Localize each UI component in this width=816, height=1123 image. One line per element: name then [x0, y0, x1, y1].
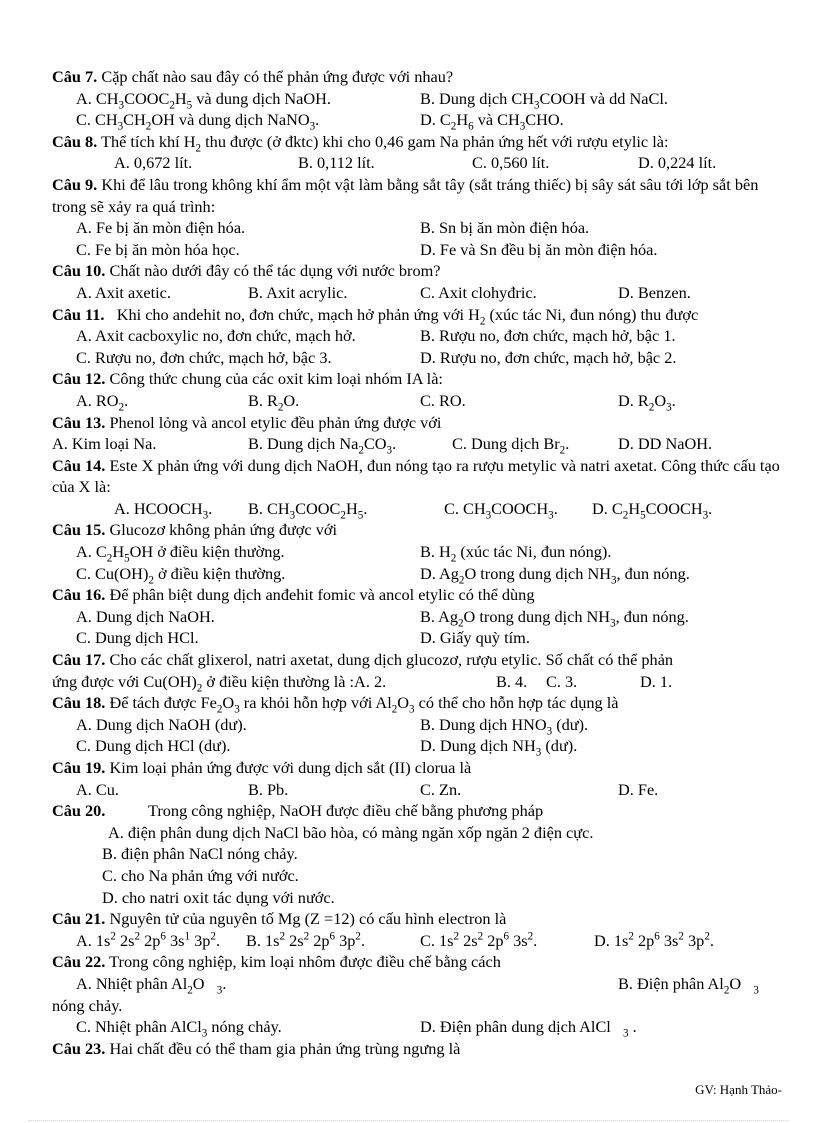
question-stem: Hai chất đều có thể tham gia phản ứng trùng ngưng là [109, 1038, 461, 1058]
options-row [52, 152, 792, 174]
option-d[interactable]: D. Fe. [618, 779, 659, 799]
option-d[interactable]: D. $R_2O_3$. [618, 390, 676, 414]
question-label: Câu 23. [52, 1038, 106, 1058]
question-14 [52, 455, 792, 498]
question-stem: Cho các chất glixerol, natri axetat, dung dịch glucozơ, rượu etylic. Số chất có thể phản [109, 650, 674, 670]
question-stem: Este X phản ứng với dung dịch NaOH, đun nóng tạo ra rượu metylic và natri axetat. Công thức cấu tạo của X là: [52, 455, 780, 497]
question-label: Câu 17. [52, 650, 106, 670]
option-c[interactable]: C. Zn. [420, 779, 462, 799]
options-row [52, 498, 792, 520]
option-b[interactable]: B. $1s^2$ $2s^2$ $2p^6$ $3p^2$. [246, 930, 366, 950]
option-d[interactable]: D. Giấy quỳ tím. [420, 628, 530, 648]
option-a[interactable]: A. $C_2H_5OH$ ở điều kiện thường. [76, 542, 285, 565]
question-label: Câu 12. [52, 369, 106, 389]
option-b[interactable]: B. 4. [496, 671, 528, 691]
option-a[interactable]: A. 0,672 lít. [114, 153, 193, 173]
option-a[interactable]: A. Nhiệt phân $Al_2O$ $_3$. [76, 973, 227, 997]
option-b[interactable]: B. 0,112 lít. [298, 153, 375, 173]
options-row [52, 779, 792, 801]
question-label: Câu 16. [52, 585, 106, 605]
option-b[interactable]: B. $Ag_2O$ trong dung dịch $NH_3$, đun nóng. [420, 606, 689, 630]
question-stem: Công thức chung của các oxit kim loại nhóm IA là: [109, 369, 443, 389]
options-row [52, 390, 792, 412]
option-c[interactable]: C. 0,560 lít. [472, 153, 550, 173]
option-d[interactable]: D. $1s^2$ $2p^6$ $3s^2$ $3p^2$. [594, 930, 714, 950]
option-c[interactable]: C. $Cu(OH)_2$ ở điều kiện thường. [76, 563, 286, 586]
option-c[interactable]: C. cho Na phản ứng với nước. [102, 865, 299, 885]
options-row [52, 843, 792, 865]
question-stem: Thể tích khí $H_2$ thu được (ở đktc) khi cho 0,46 gam Na phản ứng hết với rượu etylic là: [101, 131, 669, 155]
options-row [52, 563, 792, 585]
option-c[interactable]: C. Dung dịch HCl. [76, 628, 199, 648]
question-7 [52, 66, 792, 88]
question-23 [52, 1038, 792, 1060]
question-18 [52, 692, 792, 714]
option-c[interactable]: C. $CH_3CH_2OH$ và dung dịch NaNO$_3$. [76, 110, 320, 133]
option-b[interactable]: B. Dung dịch $CH_3COOH$ và dd NaCl. [420, 88, 668, 111]
option-a[interactable]: A. Axit axetic. [76, 282, 171, 302]
question-22 [52, 951, 792, 973]
question-20 [52, 800, 792, 822]
question-stem: Để tách được $Fe_2O_3$ ra khỏi hỗn hợp với $Al_2O_3$ có thể cho hỗn hợp tác dụng là [109, 693, 619, 716]
options-row [52, 239, 792, 261]
option-c[interactable]: C. RO. [420, 390, 466, 410]
question-17 [52, 649, 792, 671]
options-row [52, 995, 792, 1017]
options-row [52, 973, 792, 995]
option-a[interactable]: A. $HCOOCH_3$. [114, 498, 213, 522]
option-a[interactable]: A. $RO_2$. [76, 390, 129, 414]
question-stem: Chất nào dưới đây có thể tác dụng với nước brom? [109, 261, 441, 281]
option-a[interactable]: A. Kim loại Na. [52, 434, 157, 454]
options-row [52, 109, 792, 131]
option-d[interactable]: D. DD NaOH. [618, 434, 713, 454]
option-b[interactable]: B. điện phân NaCl nóng chảy. [102, 844, 298, 864]
options-row [52, 887, 792, 909]
question-9 [52, 174, 792, 217]
option-d[interactable]: D. $C_2H_5COOCH_3$. [592, 498, 713, 522]
option-a[interactable]: A. $1s^2$ $2s^2$ $2p^6$ $3s^1$ $3p^2$. [76, 930, 221, 950]
options-row [52, 735, 792, 757]
options-row [52, 714, 792, 736]
question-label: Câu 19. [52, 758, 106, 777]
question-11 [52, 304, 792, 326]
option-c[interactable]: C. Rượu no, đơn chức, mạch hở, bậc 3. [76, 347, 332, 367]
question-label: Câu 7. [52, 67, 98, 86]
options-row [52, 433, 792, 455]
question-label: Câu 18. [52, 693, 106, 713]
question-label: Câu 10. [52, 261, 106, 281]
option-d[interactable]: D. Điện phân dung dịch AlCl $_3$ . [420, 1017, 637, 1040]
question-label: Câu 14. [52, 455, 106, 475]
option-b-continued: nóng chảy. [52, 995, 123, 1015]
question-13 [52, 412, 792, 434]
option-a[interactable]: A. $CH_3COOC_2H_5$ và dung dịch NaOH. [76, 88, 331, 111]
option-c[interactable]: C. $CH_3COOCH_3$. [444, 498, 558, 522]
question-21 [52, 908, 792, 930]
option-c[interactable]: C. Fe bị ăn mòn hóa học. [76, 239, 240, 259]
option-a[interactable]: A. Fe bị ăn mòn điện hóa. [76, 218, 246, 238]
question-stem: Khi cho andehit no, đơn chức, mạch hở phản ứng với $H_2$ (xúc tác Ni, đun nóng) thu được [116, 304, 699, 327]
option-a[interactable]: A. Axit cacboxylic no, đơn chức, mạch hở. [76, 326, 356, 346]
option-d[interactable]: D. Dung dịch $NH_3$ (dư). [420, 736, 578, 759]
page-footer-author: GV: Hạnh Thảo- [695, 1082, 782, 1097]
option-b[interactable]: B. Sn bị ăn mòn điện hóa. [420, 218, 590, 238]
option-a[interactable]: A. Dung dịch NaOH. [76, 606, 215, 626]
question-stem: Nguyên tử của nguyên tố Mg (Z =12) có cấu hình electron là [109, 909, 507, 929]
option-a[interactable]: A. điện phân dung dịch NaCl bão hòa, có màng ngăn xốp ngăn 2 điện cực. [108, 822, 594, 842]
question-15 [52, 519, 792, 541]
exam-page [52, 66, 792, 1059]
question-8 [52, 131, 792, 153]
option-b[interactable]: B. $CH_3COOC_2H_5$. [248, 498, 368, 522]
question-label: Câu 13. [52, 412, 106, 432]
question-19 [52, 757, 792, 779]
options-row [52, 347, 792, 369]
options-row [52, 88, 792, 110]
options-row [52, 627, 792, 649]
options-row [52, 282, 792, 304]
question-label: Câu 21. [52, 909, 106, 929]
options-row [52, 217, 792, 239]
option-a[interactable]: A. Dung dịch NaOH (dư). [76, 714, 247, 734]
options-row [52, 1016, 792, 1038]
options-row [52, 865, 792, 887]
options-row [52, 671, 792, 693]
option-b[interactable]: B. Điện phân $Al_2O$ $_3$ [618, 973, 759, 997]
question-stem-cont-option-a[interactable]: ứng được với $Cu(OH)_2$ ở điều kiện thường là :A. 2. [52, 671, 387, 694]
question-stem: Glucozơ không phản ứng được với [109, 520, 337, 540]
question-label: Câu 11. [52, 304, 105, 324]
question-stem: Phenol lỏng và ancol etylic đều phản ứng được với [109, 412, 442, 432]
question-stem: Khi để lâu trong không khí ẩm một vật làm bằng sắt tây (sắt tráng thiếc) bị sây sát sâu tới lớp sắt bên trong sẽ xảy ra quá trình: [52, 174, 759, 216]
option-c[interactable]: C. $1s^2$ $2s^2$ $2p^6$ $3s^2$. [420, 930, 538, 950]
question-label: Câu 8. [52, 131, 98, 151]
question-label: Câu 20. [52, 801, 106, 821]
options-row [52, 325, 792, 347]
page-bottom-divider [28, 1120, 788, 1121]
option-d[interactable]: D. $C_2H_6$ và $CH_3CHO$. [420, 110, 564, 133]
question-stem: Cặp chất nào sau đây có thể phản ứng được với nhau? [101, 67, 454, 86]
question-10 [52, 260, 792, 282]
option-d[interactable]: D. 0,224 lít. [638, 153, 717, 173]
option-d[interactable]: D. Fe và Sn đều bị ăn mòn điện hóa. [420, 239, 658, 259]
options-row [52, 541, 792, 563]
option-d[interactable]: D. 1. [640, 671, 673, 691]
option-b[interactable]: B. $H_2$ (xúc tác Ni, đun nóng). [420, 542, 612, 565]
option-b[interactable]: B. Rượu no, đơn chức, mạch hở, bậc 1. [420, 326, 676, 346]
options-row [52, 606, 792, 628]
option-c[interactable]: C. Dung dịch HCl (dư). [76, 736, 231, 756]
option-a[interactable]: A. Cu. [76, 779, 119, 799]
question-16 [52, 584, 792, 606]
question-label: Câu 15. [52, 520, 106, 540]
option-d[interactable]: D. Rượu no, đơn chức, mạch hở, bậc 2. [420, 347, 677, 367]
question-stem: Kim loại phản ứng được với dung dịch sắt (II) clorua là [109, 758, 472, 777]
option-b[interactable]: B. Axit acrylic. [248, 282, 348, 302]
option-d[interactable]: D. $Ag_2O$ trong dung dịch $NH_3$, đun nóng. [420, 563, 690, 586]
question-12 [52, 368, 792, 390]
question-stem: Trong công nghiệp, kim loại nhôm được điều chế bằng cách [109, 952, 501, 972]
option-d[interactable]: D. Benzen. [618, 282, 691, 302]
option-b[interactable]: B. Pb. [248, 779, 289, 799]
option-c[interactable]: C. Axit clohyđric. [420, 282, 537, 302]
option-c[interactable]: C. Dung dịch $Br_2$. [452, 434, 570, 457]
options-row [52, 930, 792, 952]
option-c[interactable]: C. 3. [546, 671, 578, 691]
question-label: Câu 9. [52, 174, 98, 194]
question-stem: Để phân biệt dung dịch anđehit fomic và ancol etylic có thể dùng [109, 585, 535, 605]
options-row [52, 822, 792, 844]
question-stem: Trong công nghiệp, NaOH được điều chế bằng phương pháp [148, 801, 544, 821]
option-b[interactable]: B. Dung dịch $Na_2CO_3$. [248, 434, 397, 457]
question-label: Câu 22. [52, 952, 106, 972]
option-c[interactable]: C. Nhiệt phân AlCl$_3$ nóng chảy. [76, 1017, 282, 1040]
option-b[interactable]: B. $R_2O$. [248, 390, 300, 414]
option-d[interactable]: D. cho natri oxit tác dụng với nước. [102, 887, 335, 907]
option-b[interactable]: B. Dung dịch $HNO_3$ (dư). [420, 714, 589, 738]
